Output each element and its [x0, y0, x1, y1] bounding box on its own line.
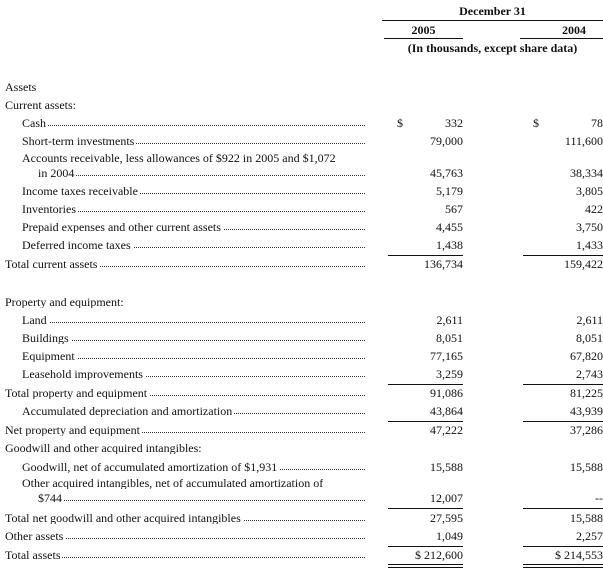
value-2005: $ 212,600 [415, 548, 463, 562]
section-label: Property and equipment: [5, 296, 124, 308]
period-header: December 31 [459, 4, 526, 18]
value-2004: 8,051 [576, 331, 603, 345]
subtotal-rule-2005 [388, 508, 463, 509]
value-2004: 2,611 [576, 313, 603, 327]
row-label: Cash [22, 117, 46, 129]
table-row-short-term-investments [0, 135, 603, 151]
section-current-assets [0, 99, 603, 115]
row-label: Accumulated depreciation and amortization [22, 405, 233, 417]
subtotal-rule-2004 [523, 508, 603, 509]
value-2005: 5,179 [436, 184, 463, 198]
row-label: Short-term investments [22, 135, 135, 147]
value-2005: 4,455 [436, 220, 463, 234]
value-2004: 38,334 [570, 166, 603, 180]
section-goodwill [0, 442, 603, 458]
currency-symbol: $ [533, 116, 539, 130]
table-row-total-goodwill [0, 512, 603, 528]
value-2004: -- [595, 491, 603, 505]
table-row-goodwill-net [0, 461, 603, 477]
table-row-other-intangibles-line1 [0, 477, 603, 493]
value-2004: 159,422 [564, 257, 603, 271]
table-row-deferred-income-taxes [0, 239, 603, 255]
value-2004: 67,820 [570, 349, 603, 363]
table-row-accounts-receivable [0, 167, 603, 183]
value-2004: 37,286 [570, 423, 603, 437]
value-2004: 1,433 [576, 238, 603, 252]
value-2005: 332 [445, 116, 463, 130]
value-2005: 77,165 [430, 349, 463, 363]
column-header-2004: 2004 [562, 23, 586, 37]
value-2004: 15,588 [570, 460, 603, 474]
value-2004: 2,257 [576, 529, 603, 543]
value-2005: 1,438 [436, 238, 463, 252]
table-row-total-current-assets [0, 258, 603, 274]
value-2005: 2,611 [436, 313, 463, 327]
value-2004: 15,588 [570, 511, 603, 525]
row-label: Other assets [5, 530, 64, 542]
total-double-rule-2005 [388, 564, 463, 568]
table-row-total-property [0, 387, 603, 403]
subtotal-rule-2005 [388, 421, 463, 422]
section-label: Current assets: [5, 99, 76, 111]
subtotal-rule-2004 [523, 255, 603, 256]
currency-symbol: $ [397, 116, 403, 130]
row-label: $744 [38, 492, 62, 504]
value-2005: 136,734 [424, 257, 463, 271]
row-label: Net property and equipment [5, 424, 140, 436]
table-row-cash [0, 117, 603, 133]
value-2005: 27,595 [430, 511, 463, 525]
subtotal-rule-2005 [388, 384, 463, 385]
table-row-accumulated-depreciation [0, 405, 603, 421]
row-label: Accounts receivable, less allowances of $922 in 2005 and $1,072 [22, 152, 336, 164]
table-row-accounts-receivable-line1 [0, 152, 603, 168]
subtotal-rule-2004 [523, 384, 603, 385]
value-2005: 1,049 [436, 529, 463, 543]
row-label: Deferred income taxes [22, 239, 131, 251]
value-2004: 111,600 [564, 134, 603, 148]
table-row-other-intangibles [0, 492, 603, 508]
value-2005: 91,086 [430, 386, 463, 400]
value-2004: 2,743 [576, 367, 603, 381]
row-label: Income taxes receivable [22, 185, 138, 197]
section-label: Goodwill and other acquired intangibles: [5, 442, 202, 454]
value-2004: 422 [585, 202, 603, 216]
units-note: (In thousands, except share data) [407, 41, 578, 55]
value-2005: 47,222 [430, 423, 463, 437]
period-underline [382, 20, 603, 21]
row-label: Leasehold improvements [22, 368, 143, 380]
table-row-inventories [0, 203, 603, 219]
value-2005: 15,588 [430, 460, 463, 474]
row-label: Prepaid expenses and other current assets [22, 221, 221, 233]
value-2004: 81,225 [570, 386, 603, 400]
row-label: Equipment [22, 350, 75, 362]
value-2005: 45,763 [430, 166, 463, 180]
value-2004: $ 214,553 [555, 548, 603, 562]
table-row-other-assets [0, 530, 603, 546]
table-row-prepaid-expenses [0, 221, 603, 237]
table-row-net-property [0, 424, 603, 440]
row-label: Total assets [5, 549, 61, 561]
row-label: Total current assets [5, 258, 98, 270]
column-header-2005: 2005 [411, 23, 436, 37]
value-2005: 567 [445, 202, 463, 216]
row-label: in 2004 [38, 167, 75, 179]
row-label: Goodwill, net of accumulated amortization of $1,931 [22, 461, 278, 473]
row-label: Total property and equipment [5, 387, 148, 399]
table-row-land [0, 314, 603, 330]
value-2005: 3,259 [436, 367, 463, 381]
value-2004: 78 [591, 116, 603, 130]
row-label: Buildings [22, 332, 69, 344]
col-2005-underline [384, 38, 463, 39]
value-2004: 3,750 [576, 220, 603, 234]
table-row-income-taxes-receivable [0, 185, 603, 201]
total-double-rule-2004 [523, 564, 603, 568]
row-label: Inventories [22, 203, 76, 215]
subtotal-rule-2005 [388, 255, 463, 256]
section-label: Assets [5, 81, 37, 93]
subtotal-rule-2004 [523, 421, 603, 422]
section-assets [0, 81, 603, 97]
value-2004: 3,805 [576, 184, 603, 198]
row-label: Other acquired intangibles, net of accumulated amortization of [22, 477, 324, 489]
value-2005: 79,000 [430, 134, 463, 148]
table-row-total-assets [0, 549, 603, 565]
value-2005: 43,864 [430, 404, 463, 418]
row-label: Land [22, 314, 47, 326]
table-row-buildings [0, 332, 603, 348]
col-2004-underline [520, 38, 603, 39]
table-row-equipment [0, 350, 603, 366]
value-2004: 43,939 [570, 404, 603, 418]
value-2005: 12,007 [430, 491, 463, 505]
subtotal-rule-2004 [523, 546, 603, 547]
row-label: Total net goodwill and other acquired intangibles [5, 512, 241, 524]
subtotal-rule-2005 [388, 546, 463, 547]
section-property-and-equipment [0, 296, 603, 312]
table-row-leasehold-improvements [0, 368, 603, 384]
value-2005: 8,051 [436, 331, 463, 345]
